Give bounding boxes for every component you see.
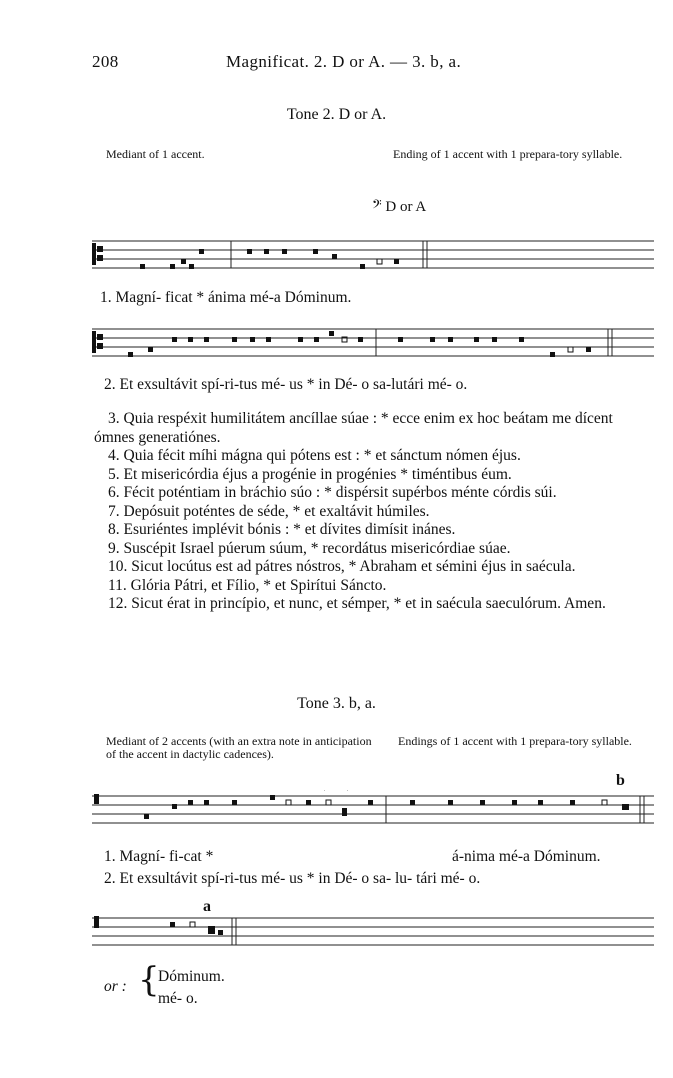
tone3-lyric-1-left: 1. Magní- fi-cat * (104, 848, 214, 865)
tone3-mediant-note: Mediant of 2 accents (with an extra note in anticipation of the accent in dactylic cadences). (106, 734, 372, 761)
tone2-title: Tone 2. D or A. (286, 106, 387, 123)
verses (94, 410, 651, 614)
tone3-ending-note: Endings of 1 accent with 1 prepara-tory syllable. (398, 734, 632, 748)
tone2-lyric-2: 2. Et exsultávit spí-ri-tus mé- us * in Dé- o sa-lutári mé- o. (104, 376, 468, 393)
tone3-lyric-2: 2. Et exsultávit spí-ri-tus mé- us * in Dé- o sa- lu- tári mé- o. (104, 870, 481, 887)
alt-ending-2: mé- o. (158, 990, 198, 1007)
tone3-lyric-1-right: á-nima mé-a Dóminum. (452, 848, 601, 865)
brace-icon: { (138, 960, 160, 1000)
verse-9: 9. Suscépit Israel púerum súum, * recordátus misericórdiae súae. (108, 539, 511, 557)
tone2-clef-caption: 𝄢 D or A (372, 199, 427, 215)
verse-5: 5. Et misericórdia éjus a progénie in progénies * timéntibus éum. (108, 465, 512, 483)
ending-label-a: a (203, 898, 211, 915)
tone3-title: Tone 3. b, a. (297, 695, 376, 712)
clef-icon: 𝄢 (372, 199, 386, 215)
tone3-staff-1 (92, 790, 654, 834)
page-number: 208 (92, 52, 119, 71)
tone2-staff-2 (92, 325, 654, 365)
verse-12: 12. Sicut érat in princípio, et nunc, et sémper, * et in saécula saeculórum. Amen. (108, 595, 606, 612)
alt-prefix: or : (104, 978, 127, 995)
verse-4: 4. Quia fécit míhi mágna qui pótens est : * et sánctum nómen éjus. (108, 447, 521, 464)
verse-8: 8. Esuriéntes implévit bónis : * et dívites dimísit inánes. (108, 521, 456, 538)
tone2-ending-note: Ending of 1 accent with 1 prepara-tory syllable. (393, 147, 623, 161)
verse-10: 10. Sicut locútus est ad pátres nóstros, * Abraham et sémini éjus in saécula. (108, 558, 576, 575)
verse-7: 7. Depósuit poténtes de séde, * et exaltávit húmiles. (108, 502, 430, 520)
tone2-staff-1 (92, 237, 654, 277)
verse-6: 6. Fécit poténtiam in bráchio súo : * dispérsit supérbos ménte córdis súi. (108, 484, 557, 501)
alt-ending-1: Dóminum. (158, 968, 225, 985)
running-title: Magnificat. 2. D or A. — 3. b, a. (226, 52, 462, 71)
verse-3: 3. Quia respéxit humilitátem ancíllae súae : * ecce enim ex hoc beátam me dícent ómnes generatiónes. (94, 410, 613, 446)
verse-11: 11. Glória Pátri, et Fílio, * et Spirítui Sáncto. (108, 576, 387, 594)
tone2-lyric-1: 1. Magní- ficat * ánima mé-a Dóminum. (100, 289, 352, 306)
running-head (92, 52, 461, 72)
tone2-mediant-note: Mediant of 1 accent. (106, 147, 205, 161)
ending-label-b: b (616, 772, 625, 789)
tone3-staff-2 (92, 914, 654, 954)
